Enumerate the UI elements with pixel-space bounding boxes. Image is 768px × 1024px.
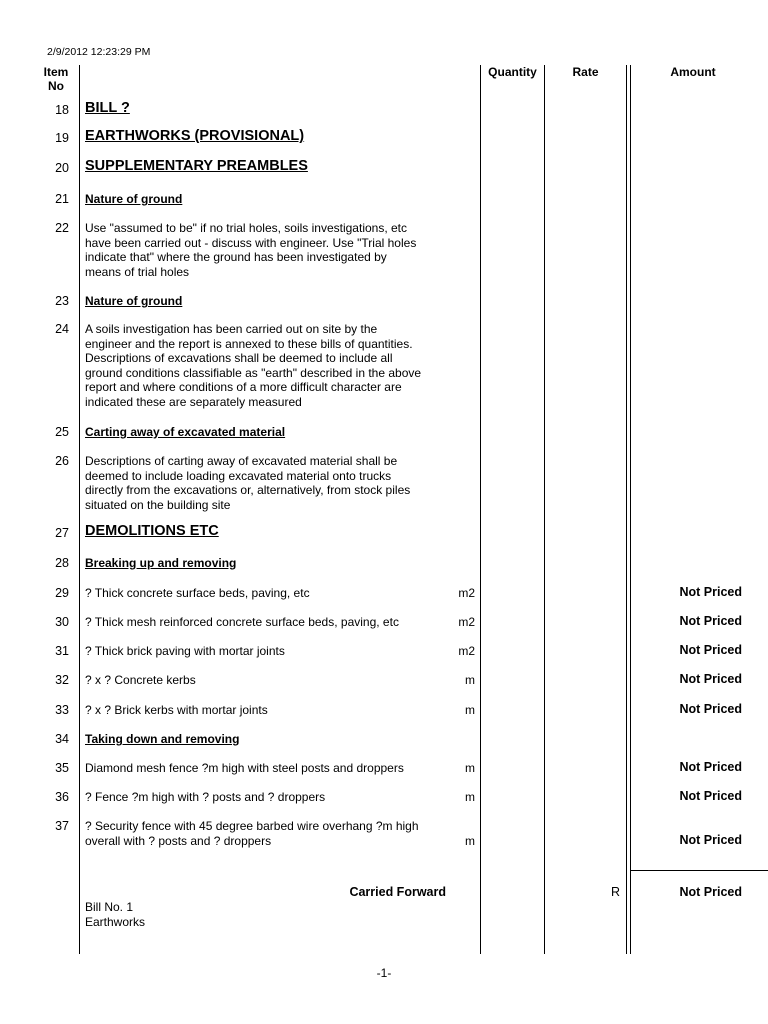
item-description: ? Thick concrete surface beds, paving, etc [85, 586, 310, 600]
divider-quantity-left [480, 65, 481, 954]
item-number: 28 [55, 556, 69, 570]
item-description: Diamond mesh fence ?m high with steel posts and droppers [85, 761, 404, 775]
divider-quantity-right [544, 65, 545, 954]
amount: Not Priced [679, 789, 742, 803]
unit: m [465, 761, 475, 775]
description-line: Descriptions of carting away of excavated material shall be [85, 454, 398, 468]
item-description [85, 221, 455, 279]
description-line: overall with ? posts and ? droppers [85, 833, 272, 848]
item-description [85, 454, 455, 512]
item-number: 33 [55, 703, 69, 717]
amount: Not Priced [679, 585, 742, 599]
header-amount: Amount [670, 65, 716, 79]
page-number: -1- [376, 966, 392, 980]
item-number: 18 [55, 103, 69, 117]
amount: Not Priced [679, 832, 742, 847]
amount: Not Priced [679, 702, 742, 716]
item-number: 19 [55, 131, 69, 145]
item-number: 26 [55, 454, 69, 468]
item-number: 23 [55, 294, 69, 308]
divider-item-col [79, 65, 80, 954]
description-line: indicated these are separately measured [85, 394, 302, 409]
unit: m2 [458, 644, 475, 658]
timestamp: 2/9/2012 12:23:29 PM [47, 46, 151, 58]
description-line: indicate that" where the ground has been investigated by [85, 250, 387, 265]
description-line: ground conditions classifiable as "earth" described in the above [85, 365, 422, 380]
header-quantity: Quantity [488, 65, 537, 79]
description-line: Descriptions of excavations shall be deemed to include all [85, 351, 393, 366]
item-number: 37 [55, 819, 69, 833]
item-number: 22 [55, 221, 69, 235]
header-item-no [36, 65, 76, 93]
description-line: situated on the building site [85, 497, 231, 512]
item-description: ? Thick brick paving with mortar joints [85, 644, 285, 658]
bill-name: Earthworks [85, 915, 146, 929]
description-line: have been carried out - discuss with engineer. Use "Trial holes [85, 235, 417, 250]
bill-number: Bill No. 1 [85, 900, 134, 914]
header-rate: Rate [572, 65, 599, 79]
item-number: 27 [55, 526, 69, 540]
unit: m [465, 833, 475, 848]
carried-forward-total: Not Priced [679, 885, 742, 899]
item-number: 36 [55, 790, 69, 804]
unit: m2 [458, 615, 475, 629]
currency-symbol: R [610, 885, 620, 899]
unit: m [465, 703, 475, 717]
section-heading: DEMOLITIONS ETC [85, 523, 219, 539]
section-heading: Nature of ground [85, 192, 183, 206]
item-number: 25 [55, 425, 69, 439]
item-number: 34 [55, 732, 69, 746]
carried-forward-label: Carried Forward [349, 885, 446, 899]
item-description: ? x ? Concrete kerbs [85, 673, 196, 687]
section-heading: Taking down and removing [85, 732, 240, 746]
amount: Not Priced [679, 760, 742, 774]
item-description [85, 322, 455, 410]
section-heading: Carting away of excavated material [85, 425, 286, 439]
item-number: 21 [55, 192, 69, 206]
item-description: ? Thick mesh reinforced concrete surface beds, paving, etc [85, 615, 399, 629]
amount: Not Priced [679, 672, 742, 686]
divider-rate-right-b [630, 65, 631, 954]
item-number: 24 [55, 322, 69, 336]
amount: Not Priced [679, 614, 742, 628]
item-number: 35 [55, 761, 69, 775]
header-item-line1: Item [43, 65, 69, 79]
unit: m2 [458, 586, 475, 600]
description-line: means of trial holes [85, 264, 190, 279]
description-line: engineer and the report is annexed to these bills of quantities. [85, 336, 413, 351]
item-number: 20 [55, 161, 69, 175]
description-line: ? Security fence with 45 degree barbed wire overhang ?m high [85, 819, 419, 833]
description-line: A soils investigation has been carried out on site by the [85, 322, 378, 336]
divider-rate-right-a [626, 65, 627, 954]
item-description: ? x ? Brick kerbs with mortar joints [85, 703, 268, 717]
item-number: 31 [55, 644, 69, 658]
item-number: 30 [55, 615, 69, 629]
section-heading: Nature of ground [85, 294, 183, 308]
item-description: ? Fence ?m high with ? posts and ? droppers [85, 790, 326, 804]
description-line: report and where conditions of a more difficult character are [85, 380, 402, 395]
section-heading: EARTHWORKS (PROVISIONAL) [85, 128, 305, 144]
amount: Not Priced [679, 643, 742, 657]
description-line: Use "assumed to be" if no trial holes, soils investigations, etc [85, 221, 408, 235]
description-line: deemed to include loading excavated material onto trucks [85, 468, 392, 483]
section-heading: BILL ? [85, 100, 130, 116]
header-item-line2: No [48, 79, 64, 93]
section-heading: SUPPLEMENTARY PREAMBLES [85, 158, 308, 174]
description-line: directly from the excavations or, alternatively, from stock piles [85, 483, 411, 498]
carried-forward-rule [630, 870, 768, 871]
section-heading: Breaking up and removing [85, 556, 237, 570]
item-number: 32 [55, 673, 69, 687]
item-description [85, 819, 455, 848]
unit: m [465, 790, 475, 804]
unit: m [465, 673, 475, 687]
item-number: 29 [55, 586, 69, 600]
